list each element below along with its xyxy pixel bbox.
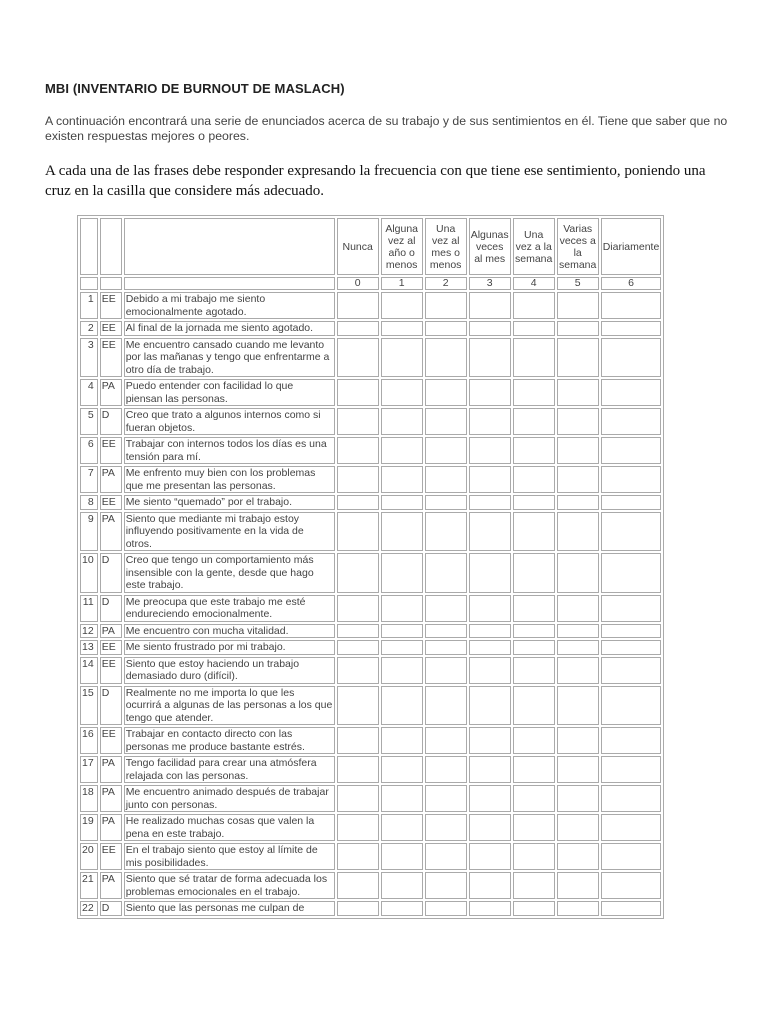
item-number: 21: [80, 872, 98, 899]
item-number: 20: [80, 843, 98, 870]
freq-value-2: 2: [425, 277, 467, 290]
answer-cell-5[interactable]: [557, 814, 599, 841]
answer-cell-5[interactable]: [557, 872, 599, 899]
answer-cell-4[interactable]: [513, 624, 555, 639]
answer-cell-1[interactable]: [381, 408, 423, 435]
item-statement: Trabajar en contacto directo con las personas me produce bastante estrés.: [124, 727, 335, 754]
answer-cell-4[interactable]: [513, 872, 555, 899]
answer-cell-4[interactable]: [513, 657, 555, 684]
answer-cell-5[interactable]: [557, 512, 599, 552]
answer-cell-6[interactable]: [601, 901, 662, 916]
table-row: [80, 466, 661, 493]
answer-cell-3[interactable]: [469, 408, 511, 435]
table-row: [80, 657, 661, 684]
header-empty-statement: [124, 218, 335, 275]
table-row: [80, 624, 661, 639]
answer-cell-6[interactable]: [601, 466, 662, 493]
freq-value-6: 6: [601, 277, 662, 290]
answer-cell-3[interactable]: [469, 595, 511, 622]
item-dimension-code: D: [100, 901, 122, 916]
answer-cell-1[interactable]: [381, 785, 423, 812]
freq-header-alguna-vez-al-ano: Alguna vez al año o menos: [381, 218, 423, 275]
item-dimension-code: EE: [100, 338, 122, 378]
answer-cell-0[interactable]: [337, 814, 379, 841]
answer-cell-1[interactable]: [381, 727, 423, 754]
answer-cell-4[interactable]: [513, 379, 555, 406]
answer-cell-3[interactable]: [469, 785, 511, 812]
item-statement: Me enfrento muy bien con los problemas que me presentan las personas.: [124, 466, 335, 493]
answer-cell-6[interactable]: [601, 595, 662, 622]
table-row: [80, 321, 661, 336]
answer-cell-5[interactable]: [557, 686, 599, 726]
answer-cell-5[interactable]: [557, 785, 599, 812]
item-dimension-code: D: [100, 686, 122, 726]
answer-cell-2[interactable]: [425, 640, 467, 655]
answer-cell-3[interactable]: [469, 843, 511, 870]
answer-cell-6[interactable]: [601, 640, 662, 655]
freq-value-1: 1: [381, 277, 423, 290]
item-number: 19: [80, 814, 98, 841]
answer-cell-3[interactable]: [469, 657, 511, 684]
answer-cell-2[interactable]: [425, 553, 467, 593]
answer-cell-5[interactable]: [557, 553, 599, 593]
item-dimension-code: PA: [100, 379, 122, 406]
answer-cell-0[interactable]: [337, 595, 379, 622]
answer-cell-5[interactable]: [557, 901, 599, 916]
answer-cell-2[interactable]: [425, 624, 467, 639]
answer-cell-1[interactable]: [381, 512, 423, 552]
page-title: MBI (INVENTARIO DE BURNOUT DE MASLACH): [45, 81, 345, 96]
item-number: 1: [80, 292, 98, 319]
answer-cell-5[interactable]: [557, 657, 599, 684]
answer-cell-4[interactable]: [513, 785, 555, 812]
freq-value-5: 5: [557, 277, 599, 290]
answer-cell-1[interactable]: [381, 321, 423, 336]
answer-cell-0[interactable]: [337, 640, 379, 655]
table-row: [80, 495, 661, 510]
freq-header-una-vez-a-la-semana: Una vez a la semana: [513, 218, 555, 275]
table-row: [80, 338, 661, 378]
table-row: [80, 872, 661, 899]
item-statement: Siento que mediante mi trabajo estoy influyendo positivamente en la vida de otros.: [124, 512, 335, 552]
item-statement: Creo que tengo un comportamiento más insensible con la gente, desde que hago este trabajo.: [124, 553, 335, 593]
table-row: [80, 785, 661, 812]
answer-cell-1[interactable]: [381, 872, 423, 899]
answer-cell-2[interactable]: [425, 756, 467, 783]
item-dimension-code: EE: [100, 321, 122, 336]
answer-cell-0[interactable]: [337, 408, 379, 435]
answer-cell-1[interactable]: [381, 595, 423, 622]
answer-cell-1[interactable]: [381, 640, 423, 655]
answer-cell-6[interactable]: [601, 512, 662, 552]
answer-cell-0[interactable]: [337, 727, 379, 754]
answer-cell-3[interactable]: [469, 553, 511, 593]
answer-cell-6[interactable]: [601, 785, 662, 812]
answer-cell-4[interactable]: [513, 292, 555, 319]
item-number: 9: [80, 512, 98, 552]
item-number: 8: [80, 495, 98, 510]
answer-cell-3[interactable]: [469, 814, 511, 841]
answer-cell-1[interactable]: [381, 843, 423, 870]
item-dimension-code: PA: [100, 814, 122, 841]
item-dimension-code: PA: [100, 785, 122, 812]
answer-cell-1[interactable]: [381, 756, 423, 783]
answer-cell-4[interactable]: [513, 553, 555, 593]
answer-cell-2[interactable]: [425, 292, 467, 319]
answer-cell-2[interactable]: [425, 901, 467, 916]
answer-cell-2[interactable]: [425, 379, 467, 406]
answer-cell-1[interactable]: [381, 624, 423, 639]
answer-cell-4[interactable]: [513, 686, 555, 726]
answer-cell-2[interactable]: [425, 437, 467, 464]
item-dimension-code: EE: [100, 640, 122, 655]
answer-cell-3[interactable]: [469, 512, 511, 552]
answer-cell-0[interactable]: [337, 495, 379, 510]
item-number: 22: [80, 901, 98, 916]
answer-cell-2[interactable]: [425, 785, 467, 812]
answer-cell-4[interactable]: [513, 408, 555, 435]
table-row: [80, 512, 661, 552]
item-number: 7: [80, 466, 98, 493]
answer-cell-6[interactable]: [601, 872, 662, 899]
freq-header-una-vez-al-mes: Una vez al mes o menos: [425, 218, 467, 275]
mbi-table-body: [80, 218, 661, 916]
item-statement: Puedo entender con facilidad lo que piensan las personas.: [124, 379, 335, 406]
answer-cell-0[interactable]: [337, 686, 379, 726]
intro-paragraph: A continuación encontrará una serie de enunciados acerca de su trabajo y de sus sentimientos en él. Tiene que saber que no existen respuestas mejores o peores.: [45, 114, 728, 143]
answer-cell-4[interactable]: [513, 437, 555, 464]
answer-cell-6[interactable]: [601, 495, 662, 510]
answer-cell-4[interactable]: [513, 814, 555, 841]
item-number: 6: [80, 437, 98, 464]
answer-cell-3[interactable]: [469, 466, 511, 493]
item-number: 16: [80, 727, 98, 754]
answer-cell-2[interactable]: [425, 727, 467, 754]
item-dimension-code: D: [100, 553, 122, 593]
answer-cell-2[interactable]: [425, 843, 467, 870]
answer-cell-0[interactable]: [337, 785, 379, 812]
item-statement: Al final de la jornada me siento agotado.: [124, 321, 335, 336]
item-statement: Me encuentro cansado cuando me levanto por las mañanas y tengo que enfrentarme a otro día de trabajo.: [124, 338, 335, 378]
table-row: [80, 686, 661, 726]
answer-cell-4[interactable]: [513, 466, 555, 493]
answer-cell-6[interactable]: [601, 843, 662, 870]
answer-cell-6[interactable]: [601, 624, 662, 639]
table-row: [80, 595, 661, 622]
answer-cell-6[interactable]: [601, 756, 662, 783]
answer-cell-1[interactable]: [381, 553, 423, 593]
answer-cell-0[interactable]: [337, 872, 379, 899]
answer-cell-0[interactable]: [337, 657, 379, 684]
answer-cell-4[interactable]: [513, 512, 555, 552]
answer-cell-0[interactable]: [337, 512, 379, 552]
answer-cell-5[interactable]: [557, 321, 599, 336]
table-row: [80, 727, 661, 754]
answer-cell-2[interactable]: [425, 321, 467, 336]
answer-cell-1[interactable]: [381, 495, 423, 510]
item-statement: Me siento frustrado por mi trabajo.: [124, 640, 335, 655]
frequency-header-row: [80, 218, 661, 275]
answer-cell-6[interactable]: [601, 727, 662, 754]
answer-cell-0[interactable]: [337, 553, 379, 593]
answer-cell-4[interactable]: [513, 843, 555, 870]
answer-cell-3[interactable]: [469, 624, 511, 639]
table-row: [80, 843, 661, 870]
values-empty-code: [100, 277, 122, 290]
values-empty-num: [80, 277, 98, 290]
item-statement: Tengo facilidad para crear una atmósfera relajada con las personas.: [124, 756, 335, 783]
item-number: 13: [80, 640, 98, 655]
mbi-table: [77, 215, 664, 919]
freq-header-diariamente: Diariamente: [601, 218, 662, 275]
answer-cell-4[interactable]: [513, 727, 555, 754]
table-row: [80, 379, 661, 406]
item-dimension-code: PA: [100, 872, 122, 899]
item-dimension-code: PA: [100, 624, 122, 639]
item-dimension-code: PA: [100, 512, 122, 552]
answer-cell-5[interactable]: [557, 624, 599, 639]
answer-cell-3[interactable]: [469, 379, 511, 406]
values-empty-statement: [124, 277, 335, 290]
freq-value-0: 0: [337, 277, 379, 290]
answer-cell-5[interactable]: [557, 292, 599, 319]
freq-header-algunas-veces-al-mes: Algunas veces al mes: [469, 218, 511, 275]
item-number: 5: [80, 408, 98, 435]
answer-cell-0[interactable]: [337, 466, 379, 493]
table-row: [80, 292, 661, 319]
table-row: [80, 756, 661, 783]
answer-cell-4[interactable]: [513, 595, 555, 622]
item-number: 17: [80, 756, 98, 783]
answer-cell-1[interactable]: [381, 686, 423, 726]
answer-cell-3[interactable]: [469, 727, 511, 754]
answer-cell-0[interactable]: [337, 901, 379, 916]
item-number: 10: [80, 553, 98, 593]
answer-cell-2[interactable]: [425, 814, 467, 841]
item-dimension-code: EE: [100, 292, 122, 319]
instructions-paragraph: A cada una de las frases debe responder expresando la frecuencia con que tiene ese sentimiento, poniendo una cruz en la casilla que considere más adecuado.: [45, 163, 706, 199]
answer-cell-1[interactable]: [381, 657, 423, 684]
answer-cell-3[interactable]: [469, 872, 511, 899]
answer-cell-0[interactable]: [337, 321, 379, 336]
answer-cell-0[interactable]: [337, 437, 379, 464]
answer-cell-3[interactable]: [469, 495, 511, 510]
item-dimension-code: EE: [100, 657, 122, 684]
item-statement: Realmente no me importa lo que les ocurrirá a algunas de las personas a los que tengo que atender.: [124, 686, 335, 726]
freq-header-nunca: Nunca: [337, 218, 379, 275]
frequency-values-row: [80, 277, 661, 290]
answer-cell-0[interactable]: [337, 756, 379, 783]
item-number: 2: [80, 321, 98, 336]
item-statement: Siento que las personas me culpan de: [124, 901, 335, 916]
item-number: 14: [80, 657, 98, 684]
answer-cell-1[interactable]: [381, 466, 423, 493]
item-dimension-code: EE: [100, 843, 122, 870]
answer-cell-6[interactable]: [601, 553, 662, 593]
answer-cell-4[interactable]: [513, 495, 555, 510]
answer-cell-3[interactable]: [469, 756, 511, 783]
answer-cell-0[interactable]: [337, 624, 379, 639]
answer-cell-6[interactable]: [601, 408, 662, 435]
answer-cell-4[interactable]: [513, 640, 555, 655]
item-dimension-code: D: [100, 595, 122, 622]
answer-cell-1[interactable]: [381, 437, 423, 464]
freq-header-varias-veces-a-la-semana: Varias veces a la semana: [557, 218, 599, 275]
answer-cell-4[interactable]: [513, 901, 555, 916]
answer-cell-1[interactable]: [381, 338, 423, 378]
answer-cell-5[interactable]: [557, 466, 599, 493]
item-statement: Siento que sé tratar de forma adecuada los problemas emocionales en el trabajo.: [124, 872, 335, 899]
mbi-table-container: [77, 215, 664, 919]
answer-cell-1[interactable]: [381, 814, 423, 841]
table-row: [80, 553, 661, 593]
answer-cell-5[interactable]: [557, 408, 599, 435]
answer-cell-2[interactable]: [425, 495, 467, 510]
header-empty-num: [80, 218, 98, 275]
answer-cell-0[interactable]: [337, 843, 379, 870]
answer-cell-1[interactable]: [381, 901, 423, 916]
answer-cell-0[interactable]: [337, 292, 379, 319]
item-dimension-code: PA: [100, 756, 122, 783]
answer-cell-3[interactable]: [469, 686, 511, 726]
answer-cell-3[interactable]: [469, 901, 511, 916]
table-row: [80, 814, 661, 841]
item-statement: Creo que trato a algunos internos como si fueran objetos.: [124, 408, 335, 435]
answer-cell-1[interactable]: [381, 379, 423, 406]
freq-value-3: 3: [469, 277, 511, 290]
answer-cell-5[interactable]: [557, 756, 599, 783]
item-statement: Me encuentro con mucha vitalidad.: [124, 624, 335, 639]
answer-cell-6[interactable]: [601, 292, 662, 319]
item-dimension-code: EE: [100, 437, 122, 464]
answer-cell-5[interactable]: [557, 843, 599, 870]
answer-cell-5[interactable]: [557, 595, 599, 622]
item-number: 15: [80, 686, 98, 726]
answer-cell-6[interactable]: [601, 338, 662, 378]
item-statement: Me siento “quemado” por el trabajo.: [124, 495, 335, 510]
item-statement: En el trabajo siento que estoy al límite de mis posibilidades.: [124, 843, 335, 870]
answer-cell-6[interactable]: [601, 379, 662, 406]
item-statement: Siento que estoy haciendo un trabajo demasiado duro (difícil).: [124, 657, 335, 684]
answer-cell-6[interactable]: [601, 321, 662, 336]
item-statement: Trabajar con internos todos los días es una tensión para mí.: [124, 437, 335, 464]
answer-cell-2[interactable]: [425, 657, 467, 684]
answer-cell-1[interactable]: [381, 292, 423, 319]
answer-cell-3[interactable]: [469, 640, 511, 655]
answer-cell-6[interactable]: [601, 657, 662, 684]
table-row: [80, 901, 661, 916]
answer-cell-0[interactable]: [337, 379, 379, 406]
table-row: [80, 640, 661, 655]
item-dimension-code: EE: [100, 727, 122, 754]
freq-value-4: 4: [513, 277, 555, 290]
answer-cell-2[interactable]: [425, 872, 467, 899]
item-dimension-code: PA: [100, 466, 122, 493]
answer-cell-5[interactable]: [557, 437, 599, 464]
item-statement: Debido a mi trabajo me siento emocionalmente agotado.: [124, 292, 335, 319]
answer-cell-2[interactable]: [425, 512, 467, 552]
answer-cell-2[interactable]: [425, 466, 467, 493]
item-number: 11: [80, 595, 98, 622]
item-statement: He realizado muchas cosas que valen la pena en este trabajo.: [124, 814, 335, 841]
answer-cell-2[interactable]: [425, 408, 467, 435]
item-number: 4: [80, 379, 98, 406]
table-row: [80, 437, 661, 464]
answer-cell-6[interactable]: [601, 686, 662, 726]
answer-cell-5[interactable]: [557, 338, 599, 378]
answer-cell-0[interactable]: [337, 338, 379, 378]
answer-cell-4[interactable]: [513, 756, 555, 783]
table-row: [80, 408, 661, 435]
answer-cell-2[interactable]: [425, 686, 467, 726]
item-dimension-code: EE: [100, 495, 122, 510]
answer-cell-3[interactable]: [469, 292, 511, 319]
answer-cell-3[interactable]: [469, 338, 511, 378]
answer-cell-3[interactable]: [469, 321, 511, 336]
answer-cell-4[interactable]: [513, 338, 555, 378]
answer-cell-2[interactable]: [425, 595, 467, 622]
item-statement: Me preocupa que este trabajo me esté endureciendo emocionalmente.: [124, 595, 335, 622]
answer-cell-3[interactable]: [469, 437, 511, 464]
item-number: 12: [80, 624, 98, 639]
answer-cell-4[interactable]: [513, 321, 555, 336]
answer-cell-5[interactable]: [557, 727, 599, 754]
answer-cell-5[interactable]: [557, 640, 599, 655]
answer-cell-5[interactable]: [557, 379, 599, 406]
item-dimension-code: D: [100, 408, 122, 435]
item-number: 18: [80, 785, 98, 812]
answer-cell-2[interactable]: [425, 338, 467, 378]
answer-cell-5[interactable]: [557, 495, 599, 510]
header-empty-code: [100, 218, 122, 275]
item-statement: Me encuentro animado después de trabajar junto con personas.: [124, 785, 335, 812]
item-number: 3: [80, 338, 98, 378]
answer-cell-6[interactable]: [601, 814, 662, 841]
answer-cell-6[interactable]: [601, 437, 662, 464]
